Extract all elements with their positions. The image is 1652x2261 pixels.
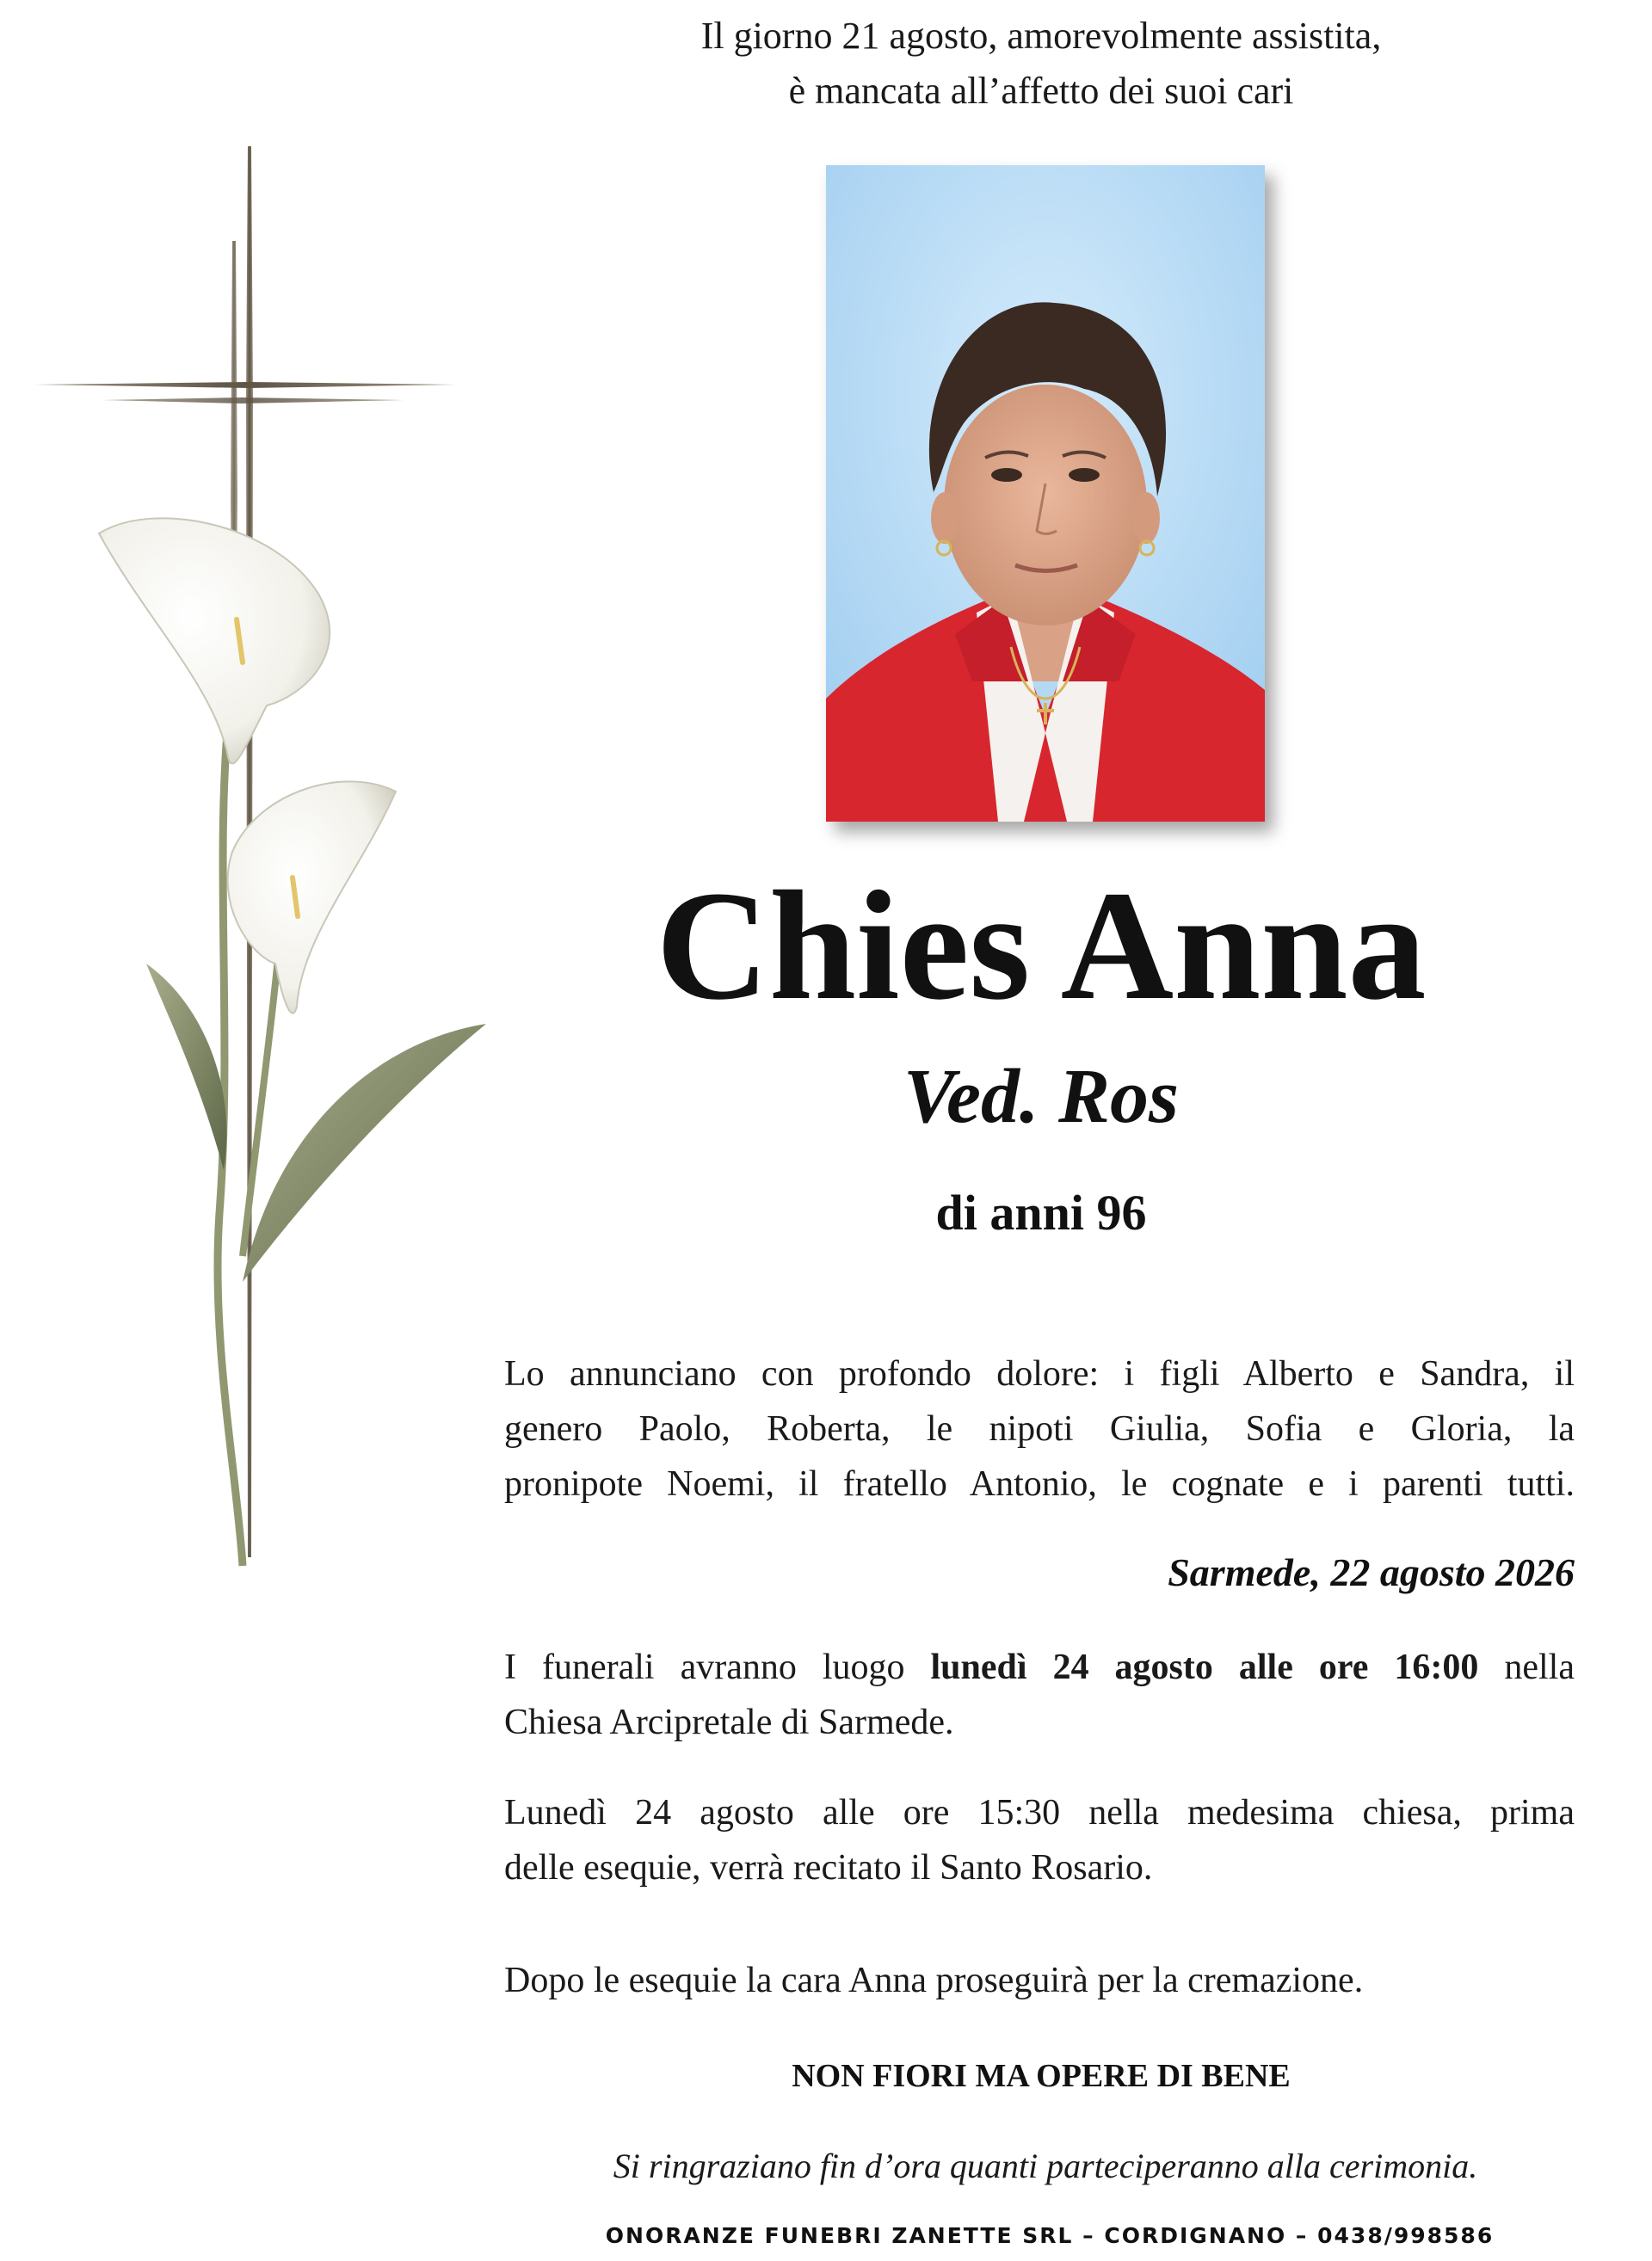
- cross-with-calla-lilies-icon: [17, 138, 499, 1583]
- portrait-photo: [826, 165, 1265, 822]
- deceased-age: di anni 96: [935, 1185, 1147, 1241]
- thanks-text: Si ringraziano fin d’ora quanti parteciperanno alla cerimonia.: [613, 2147, 1478, 2185]
- rosary-line-2: delle esequie, verrà recitato il Santo Rosario.: [504, 1848, 1153, 1888]
- intro-text: [602, 9, 1480, 119]
- intro-line-2: è mancata all’affetto dei suoi cari: [788, 70, 1294, 112]
- deceased-name: Chies Anna: [656, 859, 1427, 1032]
- announcement-line-3: pronipote Noemi, il fratello Antonio, le cognate e i parenti tutti.: [504, 1464, 1575, 1504]
- rosary-line-1: Lunedì 24 agosto alle ore 15:30 nella medesima chiesa, prima: [504, 1793, 1575, 1833]
- funeral-paragraph: [504, 1640, 1575, 1750]
- funeral-prefix: I funerali avranno luogo: [504, 1648, 905, 1687]
- cremation-paragraph: [504, 1953, 1575, 2008]
- announcement-line-1: Lo annunciano con profondo dolore: i figli Alberto e Sandra, il: [504, 1354, 1575, 1394]
- funeral-when: lunedì 24 agosto alle ore 16:00: [930, 1648, 1479, 1687]
- announcement-paragraph: [504, 1346, 1575, 1512]
- dateline: Sarmede, 22 agosto 2026: [1168, 1550, 1575, 1594]
- funeral-line-2: Chiesa Arcipretale di Sarmede.: [504, 1703, 954, 1742]
- announcement-line-2: genero Paolo, Roberta, le nipoti Giulia, Sofia e Gloria, la: [504, 1409, 1575, 1449]
- cremation-line: Dopo le esequie la cara Anna proseguirà per la cremazione.: [504, 1961, 1364, 2000]
- funeral-line-1: [504, 1640, 1575, 1695]
- rosary-paragraph: [504, 1785, 1575, 1895]
- widow-of: Ved. Ros: [903, 1054, 1180, 1139]
- intro-line-1: Il giorno 21 agosto, amorevolmente assistita,: [700, 15, 1382, 57]
- funeral-suffix: nella: [1504, 1648, 1575, 1687]
- funeral-home-footer: ONORANZE FUNEBRI ZANETTE SRL – CORDIGNANO – 0438/998586: [605, 2223, 1495, 2248]
- no-flowers-notice: NON FIORI MA OPERE DI BENE: [792, 2058, 1291, 2094]
